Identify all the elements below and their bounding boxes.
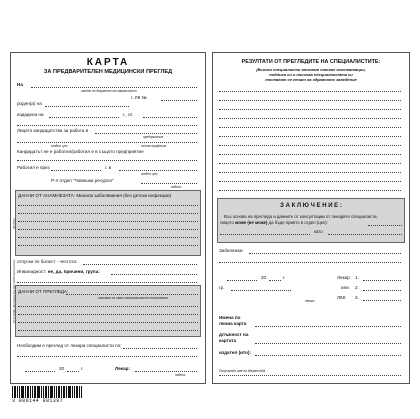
id-card-label: лична карта xyxy=(219,321,247,326)
anamnesis-line-4[interactable] xyxy=(18,229,198,230)
hr-label: Р-л отдел "Човешки ресурси" xyxy=(51,178,114,183)
na-label: На xyxy=(17,82,23,87)
remark-label: Забележка: xyxy=(219,248,244,253)
barcode-graphic xyxy=(12,386,102,398)
card-title: КАРТА xyxy=(86,57,130,68)
medical-card-front xyxy=(10,52,206,384)
conclusion-dept-field[interactable] xyxy=(368,225,402,226)
exam-line-2[interactable] xyxy=(18,314,198,315)
worked-label: Работил е през xyxy=(17,165,50,170)
results-line-5[interactable] xyxy=(219,127,401,128)
right-date-day-field[interactable] xyxy=(227,280,257,281)
hr-signature-hint: подпис xyxy=(171,185,182,189)
receiver-hint: Получател име на декреттба xyxy=(219,369,266,373)
candidate-label: Кандидатът не е работил/работил е в същото предприятие xyxy=(17,149,144,154)
right-date-year-label: 20 xyxy=(261,275,267,280)
conclusion-text-2: лицето xyxy=(220,220,234,225)
right-num-1: 1. xyxy=(355,275,359,280)
kato-field[interactable] xyxy=(328,234,402,235)
worked-period-field[interactable] xyxy=(51,170,101,171)
sick-leave-label: отпуски по болест - честота: xyxy=(17,259,78,264)
exam-line-0[interactable] xyxy=(66,294,198,295)
doctor-signature-hint: подпис xyxy=(175,373,186,377)
candidate-field[interactable] xyxy=(17,160,197,161)
names-label: Имена по xyxy=(219,315,241,320)
exam-label: ДАННИ ОТ ПРЕГЛЕДА: xyxy=(18,289,69,294)
holder-position-field[interactable] xyxy=(255,343,401,344)
sick-leave-field[interactable] xyxy=(83,264,197,265)
exam-line-1[interactable] xyxy=(18,306,198,307)
conclusion-text-1: Въз основа на прегледа и данните от консултации от лекарите специалисти, xyxy=(224,214,378,219)
results-line-4[interactable] xyxy=(219,118,401,119)
worked-in-label: г. в xyxy=(105,165,112,170)
or-label: или xyxy=(341,285,349,290)
exam-line-3[interactable] xyxy=(18,322,198,323)
conclusion-can: може (не може) xyxy=(235,220,268,225)
worked-place-field[interactable] xyxy=(119,170,197,171)
holder-name-field[interactable] xyxy=(255,326,401,327)
doctor-signature-field[interactable] xyxy=(135,371,197,372)
year-suffix: г. xyxy=(81,366,84,371)
name-field[interactable] xyxy=(31,87,197,88)
remark-field[interactable] xyxy=(249,253,401,254)
receiver-line[interactable] xyxy=(219,375,401,376)
results-line-6[interactable] xyxy=(219,136,401,137)
issuer-label: издател (ито): xyxy=(219,350,251,355)
doctor-1-field[interactable] xyxy=(363,280,401,281)
conclusion-box xyxy=(217,198,405,243)
issued-field[interactable] xyxy=(49,117,119,118)
remark-line-2[interactable] xyxy=(219,262,401,263)
date-year-field[interactable] xyxy=(67,371,79,372)
exam-hint: описват се само патологичните отклонения xyxy=(98,296,168,300)
disability-line-2[interactable] xyxy=(17,282,197,283)
date-day-field[interactable] xyxy=(25,371,55,372)
egn-label: г. ЛК № xyxy=(131,95,147,100)
stamp-hint: печат xyxy=(305,299,315,303)
results-line-9[interactable] xyxy=(219,163,401,164)
conclusion-line-2[interactable] xyxy=(220,234,310,235)
name-hint: името по документ за самоличност xyxy=(81,89,137,93)
specialists-line-2[interactable] xyxy=(17,356,197,357)
conclusion-title: З А К Л Ю Ч Е Н И Е : xyxy=(280,203,342,209)
anamnesis-label: ДАННИ ОТ АНАМНЕЗАТА: Минали заболявания (без детски инфекции) xyxy=(18,193,172,198)
results-title: РЕЗУЛТАТИ ОТ ПРЕГЛЕДИТЕ НА СПЕЦИАЛИСТИТЕ: xyxy=(241,59,381,65)
anamnesis-line-2[interactable] xyxy=(18,213,198,214)
barcode-number: 3 800144 801397 xyxy=(12,398,64,404)
issued-by-label: г., от xyxy=(123,112,133,117)
conclusion-text-3: да бъде приято в отдел (цех): xyxy=(268,220,328,225)
results-line-8[interactable] xyxy=(219,154,401,155)
doctor-label: Лекар: xyxy=(115,366,130,371)
results-line-10[interactable] xyxy=(219,172,401,173)
position-label: длъжност на xyxy=(219,332,249,337)
right-num-3: 3. xyxy=(355,295,359,300)
city-label: гр. xyxy=(219,285,225,290)
side-print-code: ОПУ МЖЕ ДИ Фирм.БЦ 004 2005 Интерплекс xyxy=(12,259,16,323)
exam-line-4[interactable] xyxy=(18,330,198,331)
doctor-2-field[interactable] xyxy=(363,290,401,291)
side-print-number: 08.0512 xyxy=(12,218,16,229)
issued-label: издадена на xyxy=(17,112,44,117)
results-line-1[interactable] xyxy=(219,91,401,92)
results-line-2[interactable] xyxy=(219,100,401,101)
medical-card-back xyxy=(212,52,410,384)
disability-options: не, да, причини, група: xyxy=(47,269,100,274)
right-doctor-label: Лекар xyxy=(337,275,350,280)
doctor-3-field[interactable] xyxy=(363,300,401,301)
results-line-7[interactable] xyxy=(219,145,401,146)
hr-signature-field[interactable] xyxy=(141,183,197,184)
issuer-field[interactable] xyxy=(255,355,401,356)
enterprise-field[interactable] xyxy=(95,133,197,134)
right-year-suffix: г. xyxy=(283,275,286,280)
worked-place-hint: отдел, цех xyxy=(141,172,158,176)
right-num-2: 2. xyxy=(355,285,359,290)
right-date-year-field[interactable] xyxy=(269,280,281,281)
card-subtitle: ЗА ПРЕДВАРИТЕЛЕН МЕДИЦИНСКИ ПРЕГЛЕД xyxy=(43,69,173,75)
lkk-label: ЛКК xyxy=(337,295,346,300)
enterprise-hint: предприятие xyxy=(143,135,164,139)
anamnesis-box xyxy=(15,190,201,256)
results-note-3: поставят се печат на здравното заведение xyxy=(265,77,357,82)
anamnesis-line-6[interactable] xyxy=(18,245,198,246)
born-field[interactable] xyxy=(45,106,129,107)
date-year-label: 20 xyxy=(59,366,65,371)
extra-line-1[interactable] xyxy=(17,125,197,126)
kato-label: като xyxy=(314,229,323,234)
specialists-needed-field[interactable] xyxy=(123,348,197,349)
anamnesis-line-1[interactable] xyxy=(18,205,198,206)
issued-by-field[interactable] xyxy=(143,117,197,118)
card-label: картата xyxy=(219,338,237,343)
applies-label: Лицето кандидатства за работа в xyxy=(17,128,89,133)
born-label: роден(а) на xyxy=(17,101,42,106)
disability-field[interactable] xyxy=(111,274,197,275)
specialists-needed-label: Необходим е преглед от лекари специалисти по: xyxy=(17,343,122,348)
results-line-12[interactable] xyxy=(219,190,401,191)
results-line-3[interactable] xyxy=(219,109,401,110)
city-field[interactable] xyxy=(231,290,291,291)
results-line-11[interactable] xyxy=(219,181,401,182)
department-field[interactable] xyxy=(17,142,197,143)
anamnesis-line-5[interactable] xyxy=(18,237,198,238)
department-hint: отдел, цех xyxy=(51,144,68,148)
results-note-1: (Всички специалисти вписват своите констатации, xyxy=(256,67,366,72)
disability-label: Инвалидност: xyxy=(17,269,47,274)
anamnesis-line-3[interactable] xyxy=(18,221,198,222)
profession-hint: точна професия xyxy=(141,144,167,148)
exam-box xyxy=(15,285,201,337)
results-note-2: подписа си и посочва специалността си xyxy=(269,72,353,77)
